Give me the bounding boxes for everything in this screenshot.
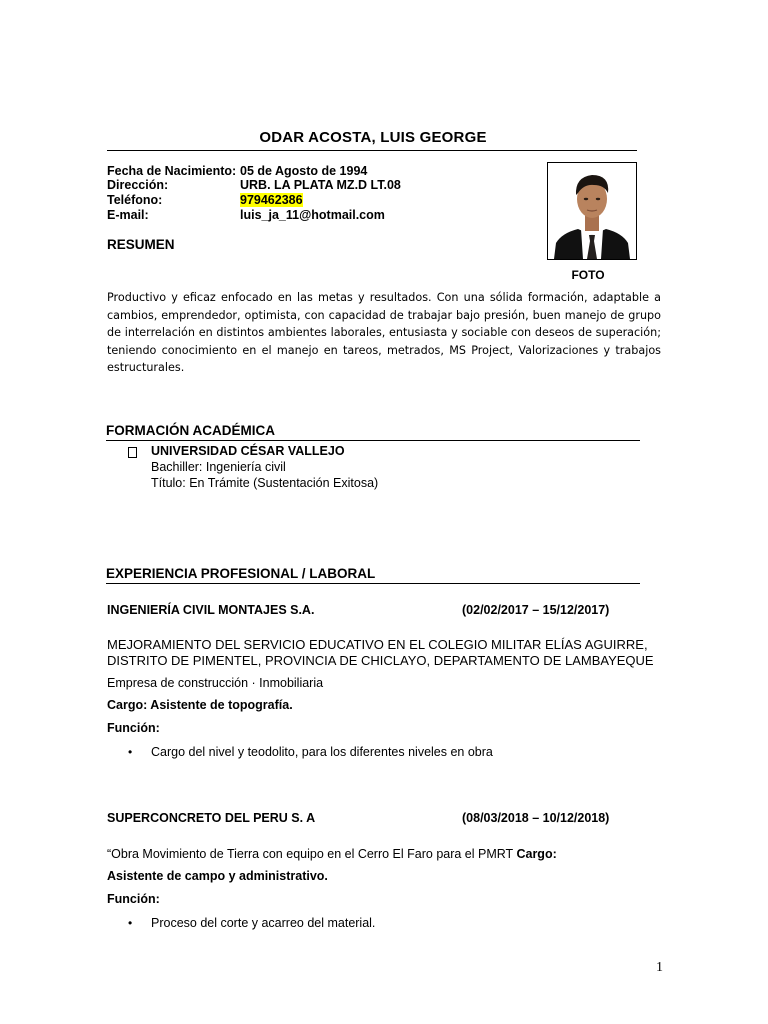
job1-project-line1: MEJORAMIENTO DEL SERVICIO EDUCATIVO EN EL COLEGIO MILITAR ELÍAS AGUIRRE,: [107, 637, 648, 652]
photo-caption: FOTO: [571, 268, 605, 282]
job2-dates: (08/03/2018 – 10/12/2018): [462, 811, 610, 825]
job1-role: Cargo: Asistente de topografía.: [107, 698, 293, 712]
address-label: Dirección:: [107, 178, 169, 192]
page-number: 1: [656, 960, 663, 975]
job1-company-type: Empresa de construcción · Inmobiliaria: [107, 676, 324, 690]
job2-duty: Proceso del corte y acarreo del material.: [151, 916, 376, 930]
candidate-name: ODAR ACOSTA, LUIS GEORGE: [259, 129, 487, 146]
job1-project-line2: DISTRITO DE PIMENTEL, PROVINCIA DE CHICLAYO, DEPARTAMENTO DE LAMBAYEQUE: [107, 653, 654, 668]
education-heading: FORMACIÓN ACADÉMICA: [106, 423, 640, 441]
job2-function-label: Función:: [107, 892, 160, 906]
job2-project-row: [107, 847, 557, 861]
birth-row: [107, 164, 367, 179]
education-degree: Bachiller: Ingeniería civil: [151, 460, 286, 474]
phone-row: [107, 193, 303, 208]
birth-value: 05 de Agosto de 1994: [240, 164, 368, 178]
job2-role: Asistente de campo y administrativo.: [107, 869, 328, 883]
job2-company: SUPERCONCRETO DEL PERU S. A: [107, 811, 316, 825]
profile-photo: [547, 162, 637, 260]
name-underline: [107, 150, 637, 151]
address-row: [107, 178, 401, 193]
job2-project: “Obra Movimiento de Tierra con equipo en el Cerro El Faro para el PMRT: [107, 847, 513, 861]
job2-role-label: Cargo:: [516, 847, 557, 861]
education-bullet-icon: [128, 447, 137, 458]
education-title: Título: En Trámite (Sustentación Exitosa): [151, 476, 379, 490]
birth-label: Fecha de Nacimiento:: [107, 164, 237, 178]
phone-value: 979462386: [240, 193, 303, 207]
summary-heading: RESUMEN: [107, 237, 175, 252]
experience-heading: EXPERIENCIA PROFESIONAL / LABORAL: [106, 566, 640, 584]
summary-text: Productivo y eficaz enfocado en las metas y resultados. Con una sólida formación, adaptable a cambios, emprendedor, optimista, con capacidad de trabajar bajo presión, buen manejo de grupo de interrelación en distintos ambientes laborales, entusiasta y sociable con deseos de superación; teniendo conocimiento en el manejo en tareos, metrados, MS Project, Valorizaciones y trabajos estructurales.: [107, 291, 661, 374]
phone-label: Teléfono:: [107, 193, 163, 207]
email-value: luis_ja_11@hotmail.com: [240, 208, 385, 222]
email-label: E-mail:: [107, 208, 149, 222]
job1-duty-bullet: •: [128, 745, 133, 759]
job1-dates: (02/02/2017 – 15/12/2017): [462, 603, 610, 617]
education-institution: UNIVERSIDAD CÉSAR VALLEJO: [151, 444, 345, 458]
job1-function-label: Función:: [107, 721, 160, 735]
job2-duty-bullet: •: [128, 916, 133, 930]
job1-duty: Cargo del nivel y teodolito, para los diferentes niveles en obra: [151, 745, 493, 759]
job1-company: INGENIERÍA CIVIL MONTAJES S.A.: [107, 603, 315, 617]
address-value: URB. LA PLATA MZ.D LT.08: [240, 178, 401, 192]
email-row: [107, 208, 385, 223]
